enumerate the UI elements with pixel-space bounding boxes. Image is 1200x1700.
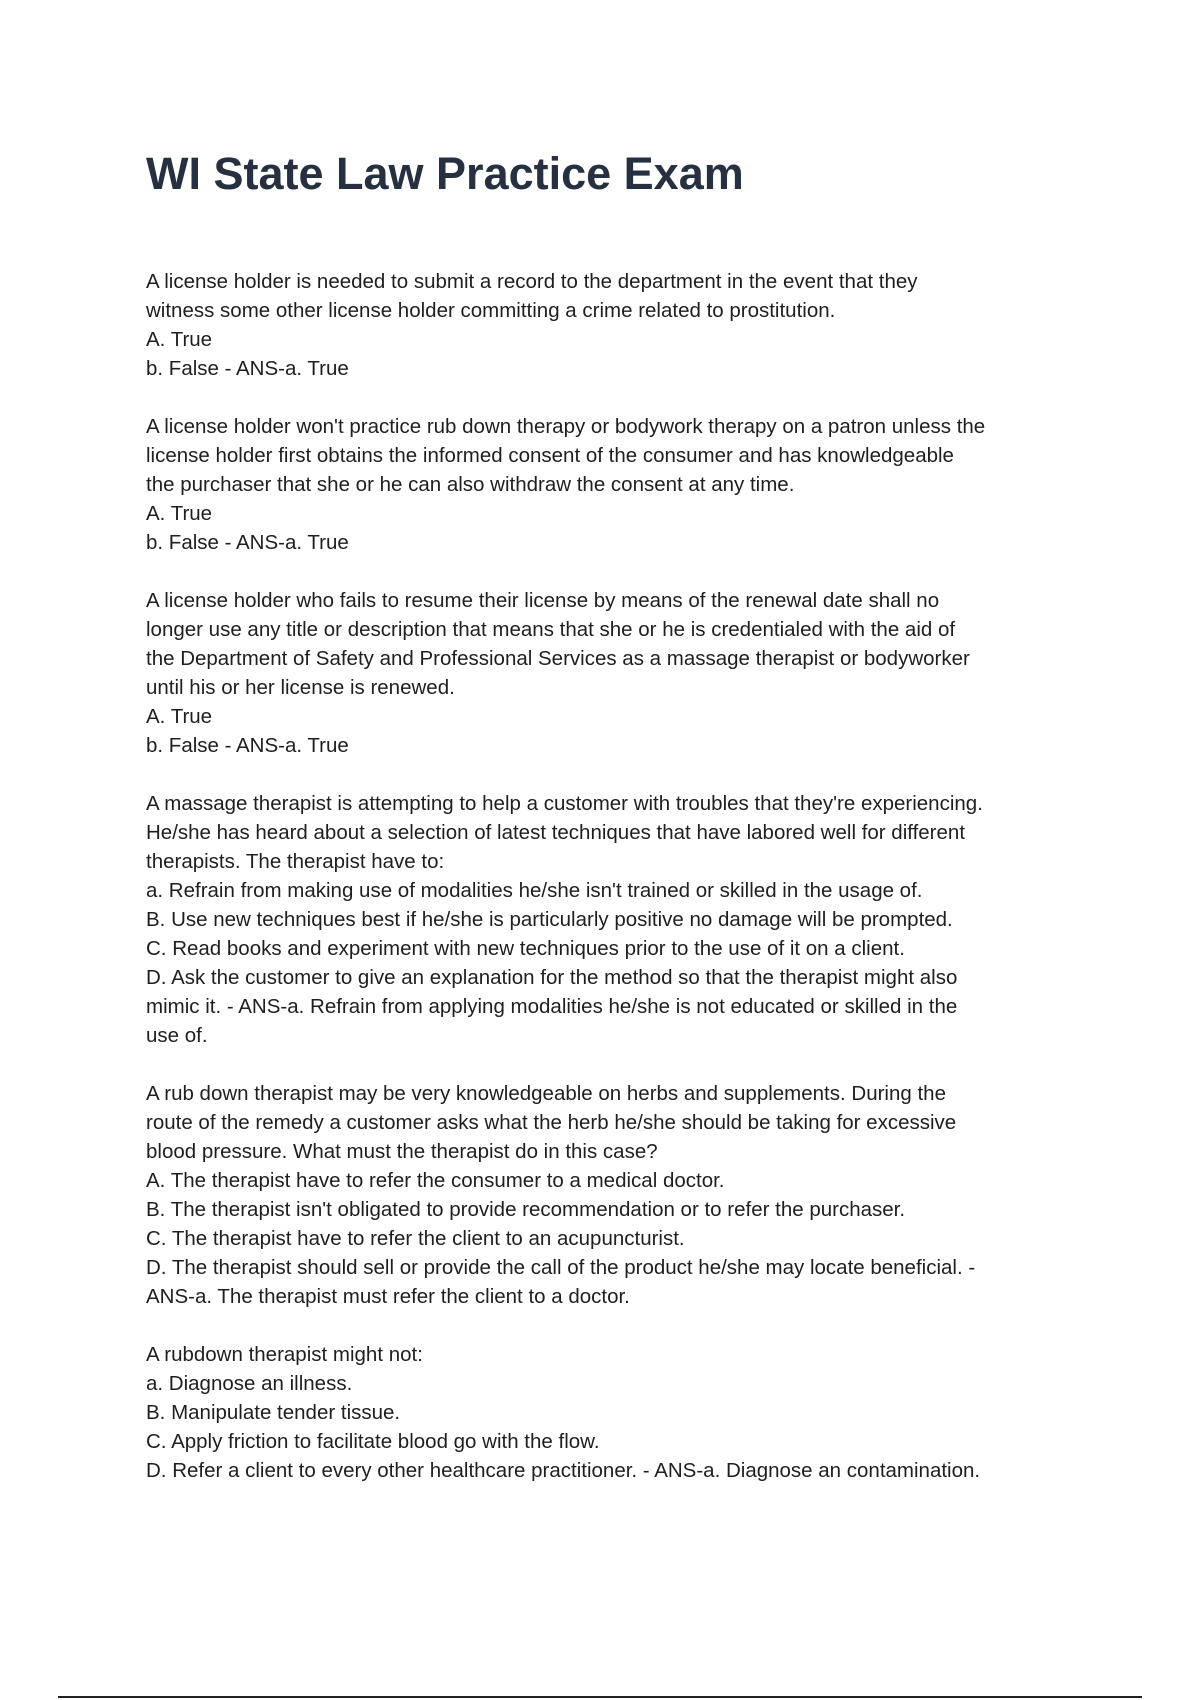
question-line: A license holder who fails to resume their license by means of the renewal date shall no xyxy=(146,589,940,612)
answer-option: B. The therapist isn't obligated to provide recommendation or to refer the purchaser. xyxy=(146,1198,906,1221)
question-line: route of the remedy a customer asks what the herb he/she should be taking for excessive xyxy=(146,1111,957,1134)
question-line: license holder first obtains the informed consent of the consumer and has knowledgeable xyxy=(146,444,954,467)
question-line: therapists. The therapist have to: xyxy=(146,850,445,873)
document-page xyxy=(146,0,1086,1514)
answer-option: b. False - ANS-a. True xyxy=(146,357,349,380)
answer-option: B. Use new techniques best if he/she is particularly positive no damage will be prompted. xyxy=(146,908,953,931)
answer-option: D. The therapist should sell or provide the call of the product he/she may locate beneficial. - xyxy=(146,1256,976,1279)
answer-option: A. True xyxy=(146,705,213,728)
answer-option: C. Read books and experiment with new techniques prior to the use of it on a client. xyxy=(146,937,905,960)
answer-option: A. The therapist have to refer the consumer to a medical doctor. xyxy=(146,1169,725,1192)
question-block xyxy=(146,1079,1086,1311)
answer-option: A. True xyxy=(146,502,213,525)
answer-option: use of. xyxy=(146,1024,208,1047)
question-line: He/she has heard about a selection of latest techniques that have labored well for different xyxy=(146,821,966,844)
answer-option: C. Apply friction to facilitate blood go with the flow. xyxy=(146,1430,600,1453)
question-line: blood pressure. What must the therapist do in this case? xyxy=(146,1140,658,1163)
question-line: A massage therapist is attempting to help a customer with troubles that they're experiencing. xyxy=(146,792,983,815)
answer-option: ANS-a. The therapist must refer the client to a doctor. xyxy=(146,1285,630,1308)
question-line: A rub down therapist may be very knowledgeable on herbs and supplements. During the xyxy=(146,1082,946,1105)
question-line: witness some other license holder committing a crime related to prostitution. xyxy=(146,299,836,322)
answer-option: D. Refer a client to every other healthcare practitioner. - ANS-a. Diagnose an contamination. xyxy=(146,1459,981,1482)
page-bottom-rule xyxy=(58,1696,1142,1698)
question-block xyxy=(146,789,1086,1050)
answer-option: mimic it. - ANS-a. Refrain from applying modalities he/she is not educated or skilled in the xyxy=(146,995,958,1018)
question-line: A license holder is needed to submit a record to the department in the event that they xyxy=(146,270,918,293)
question-block xyxy=(146,1340,1086,1485)
question-list xyxy=(146,267,1086,1485)
answer-option: a. Diagnose an illness. xyxy=(146,1372,353,1395)
question-block xyxy=(146,412,1086,557)
page-title: WI State Law Practice Exam xyxy=(146,148,744,199)
question-block xyxy=(146,267,1086,383)
question-line: A license holder won't practice rub down therapy or bodywork therapy on a patron unless the xyxy=(146,415,986,438)
question-line: the purchaser that she or he can also withdraw the consent at any time. xyxy=(146,473,795,496)
answer-option: C. The therapist have to refer the client to an acupuncturist. xyxy=(146,1227,685,1250)
answer-option: a. Refrain from making use of modalities he/she isn't trained or skilled in the usage of. xyxy=(146,879,923,902)
answer-option: D. Ask the customer to give an explanation for the method so that the therapist might also xyxy=(146,966,958,989)
question-block xyxy=(146,586,1086,760)
question-line: A rubdown therapist might not: xyxy=(146,1343,423,1366)
question-line: the Department of Safety and Professional Services as a massage therapist or bodyworker xyxy=(146,647,970,670)
question-line: longer use any title or description that means that she or he is credentialed with the aid of xyxy=(146,618,956,641)
answer-option: b. False - ANS-a. True xyxy=(146,531,349,554)
answer-option: A. True xyxy=(146,328,213,351)
question-line: until his or her license is renewed. xyxy=(146,676,455,699)
answer-option: B. Manipulate tender tissue. xyxy=(146,1401,401,1424)
answer-option: b. False - ANS-a. True xyxy=(146,734,349,757)
